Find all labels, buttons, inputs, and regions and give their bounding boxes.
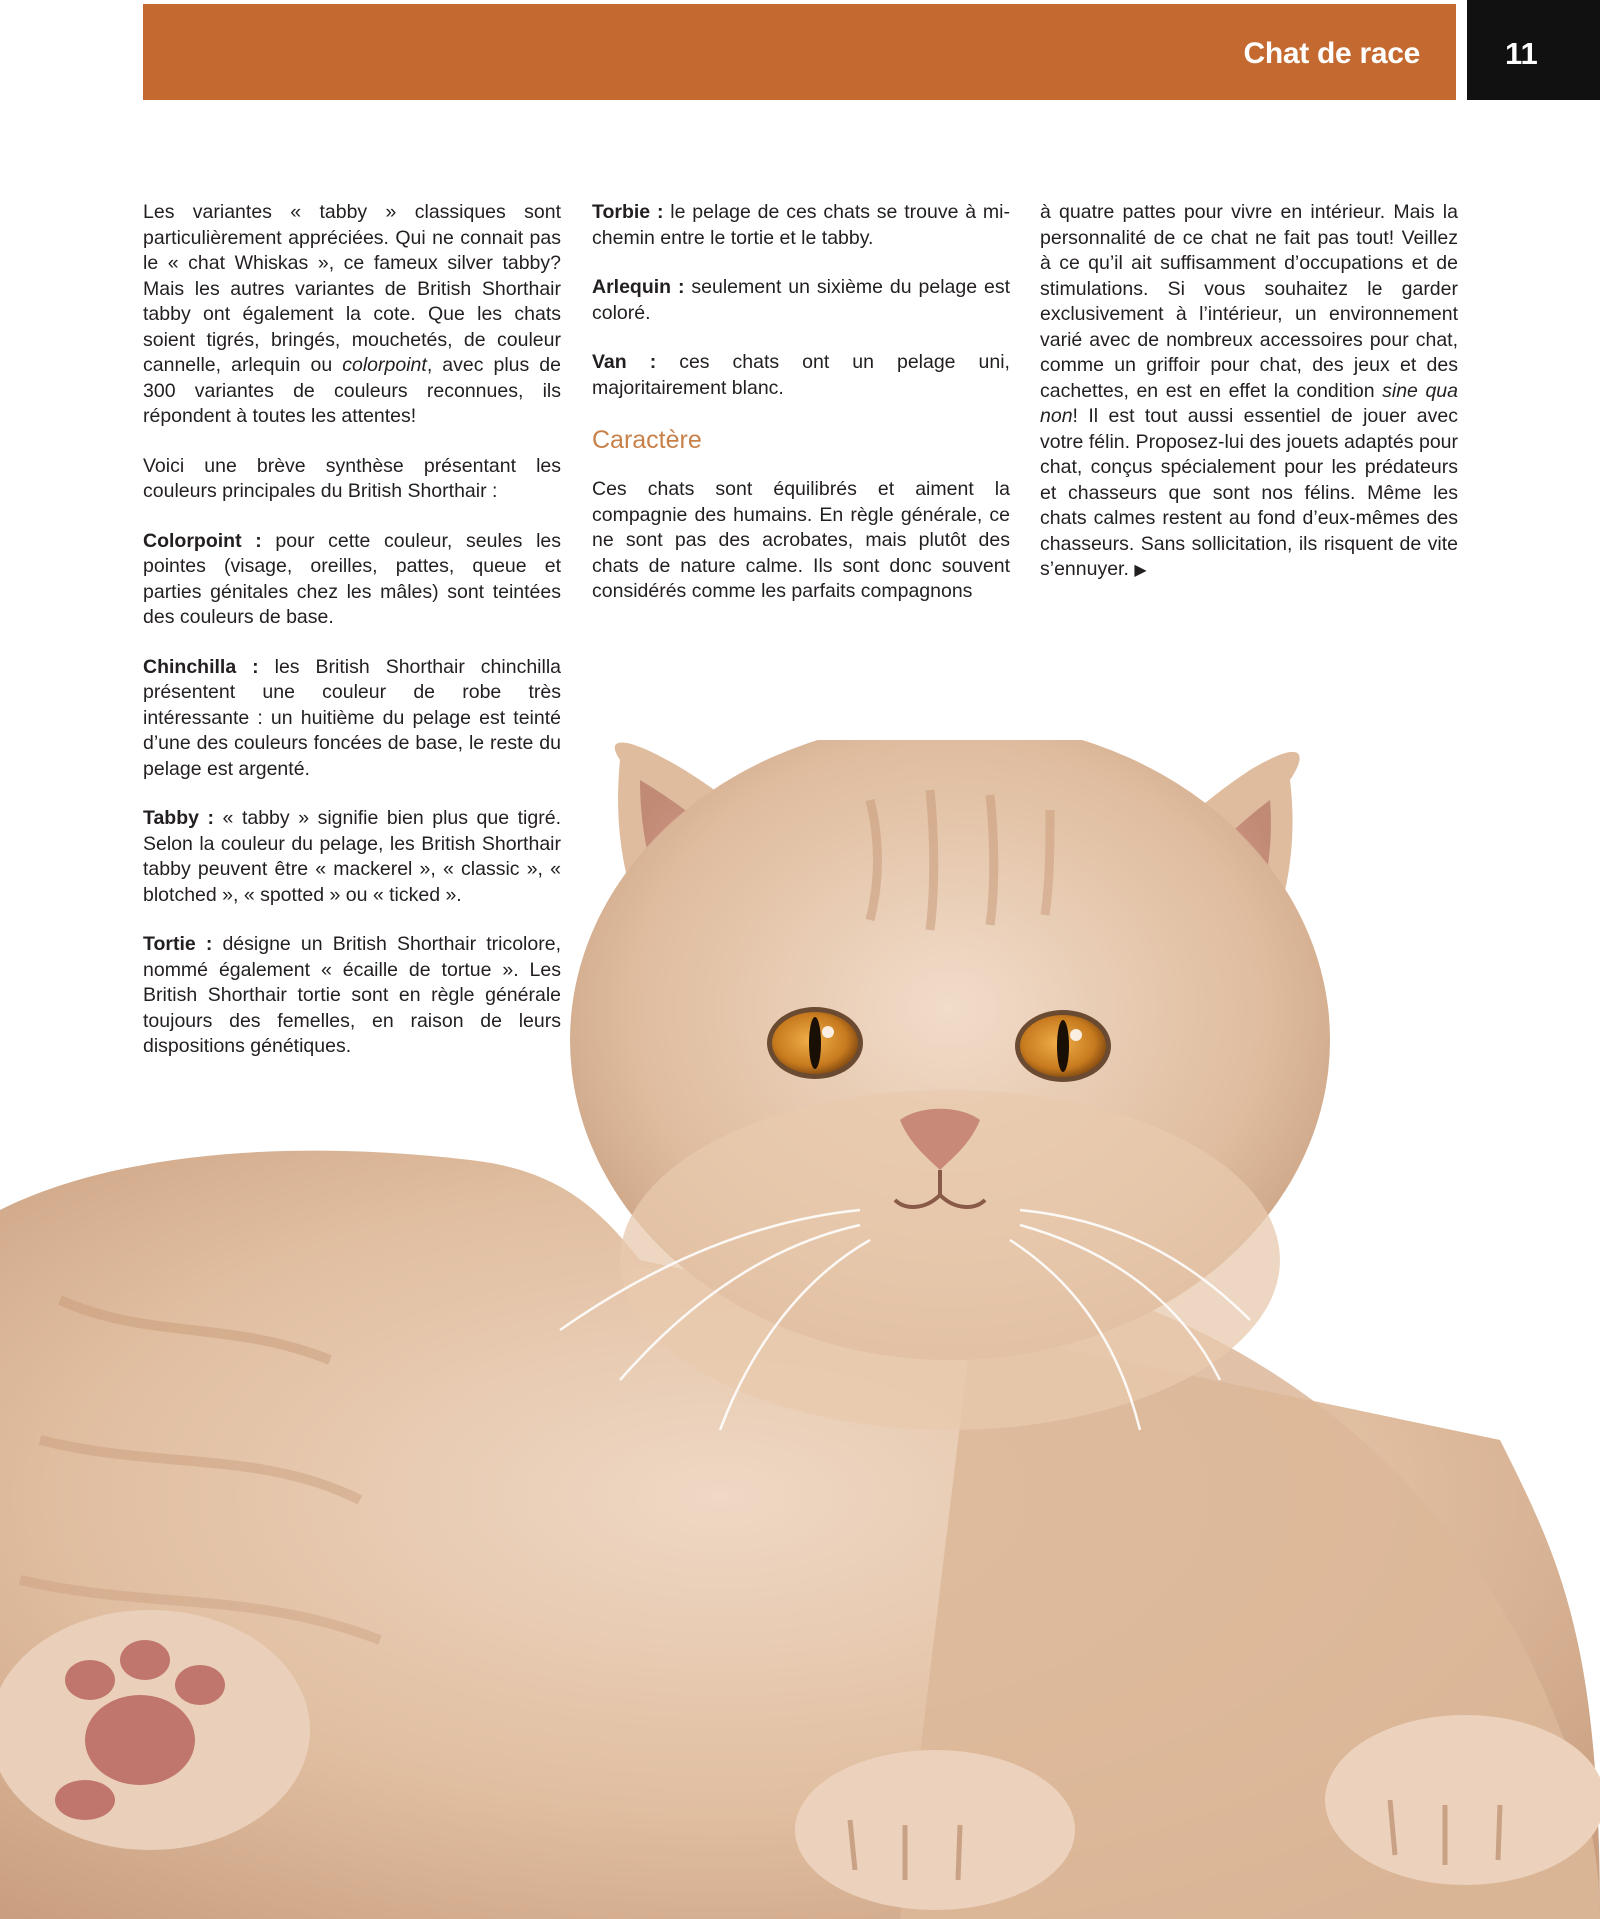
cat-head [570,740,1330,1430]
chinchilla-paragraph: Chinchilla : les British Shorthair chinchilla présentent une couleur de robe très intéressante : un huitième du pelage est teinté d’une des couleurs foncées de base, le reste du pelage est argenté. [143,655,562,780]
header-bar [143,4,1456,100]
tortie-paragraph: Tortie : désigne un British Shorthair tricolore, nommé également « écaille de tortue ». Les British Shorthair tortie sont en règle générale toujours des femelles, en raison de leurs dispositions génétiques. [143,933,561,1057]
arlequin-paragraph: Arlequin : seulement un sixième du pelage est coloré. [592,276,1010,324]
continuation-paragraph: à quatre pattes pour vivre en intérieur. Mais la personnalité de ce chat ne fait pas tout! Veillez à ce qu’il ait suffisamment d’occupations et de stimulations. Si vous souhaitez le garder exclusivement à l’intérieur, un environnement varié avec de nombreux accessoires pour chat, comme un griffoir pour chat, des jeux et des cachettes, en est en effet la condition sine qua non! Il est tout aussi essentiel de jouer avec votre félin. Proposez-lui des jouets adaptés pour chat, conçus spécialement pour les prédateurs et chasseurs que sont nos félins. Même les chats calmes restent au fond d’eux-mêmes des chasseurs. Sans sollicitation, ils risquent de vite s’ennuyer. ▶ [1040,201,1458,580]
caractere-paragraph: Ces chats sont équilibrés et aiment la compagnie des humains. En règle générale, ce ne sont pas des acrobates, mais plutôt des chats de nature calme. Ils sont donc souvent considérés comme les parfaits compagnons [592,478,1010,602]
text-column-2 [592,200,1010,605]
colorpoint-paragraph: Colorpoint : pour cette couleur, seules les pointes (visage, oreilles, pattes, queue et parties génitales chez les mâles) sont teintées des couleurs de base. [143,529,561,628]
tabby-paragraph: Tabby : « tabby » signifie bien plus que tigré. Selon la couleur du pelage, les British Shorthair tabby peuvent être « mackerel », « classic », « blotched », « spotted » ou « ticked ». [143,807,561,906]
page-number: 11 [1505,36,1538,71]
cat-back-paw [0,1610,310,1850]
text-column-3 [1040,200,1458,584]
caractere-heading: Caractère [592,426,702,454]
van-paragraph: Van : ces chats ont un pelage uni, majoritairement blanc. [592,351,1010,399]
torbie-paragraph: Torbie : le pelage de ces chats se trouve à mi-chemin entre le tortie et le tabby. [592,201,1010,249]
page-number-box [1467,0,1600,100]
intro-paragraph: Les variantes « tabby » classiques sont particulièrement appréciées. Qui ne connait pas le « chat Whiskas », ce fameux silver tabby? Mais les autres variantes de British Shorthair tabby ont également la cote. Que les chats soient tigrés, bringés, mouchetés, de couleur cannelle, arlequin ou colorpoint, avec plus de 300 variantes de couleurs reconnues, ils répondent à toutes les attentes! [143,201,561,427]
section-title: Chat de race [1243,37,1420,70]
cat-photo [0,740,1600,1919]
continue-arrow-icon: ▶ [1134,562,1147,579]
summary-paragraph: Voici une brève synthèse présentant les couleurs principales du British Shorthair : [143,454,561,502]
